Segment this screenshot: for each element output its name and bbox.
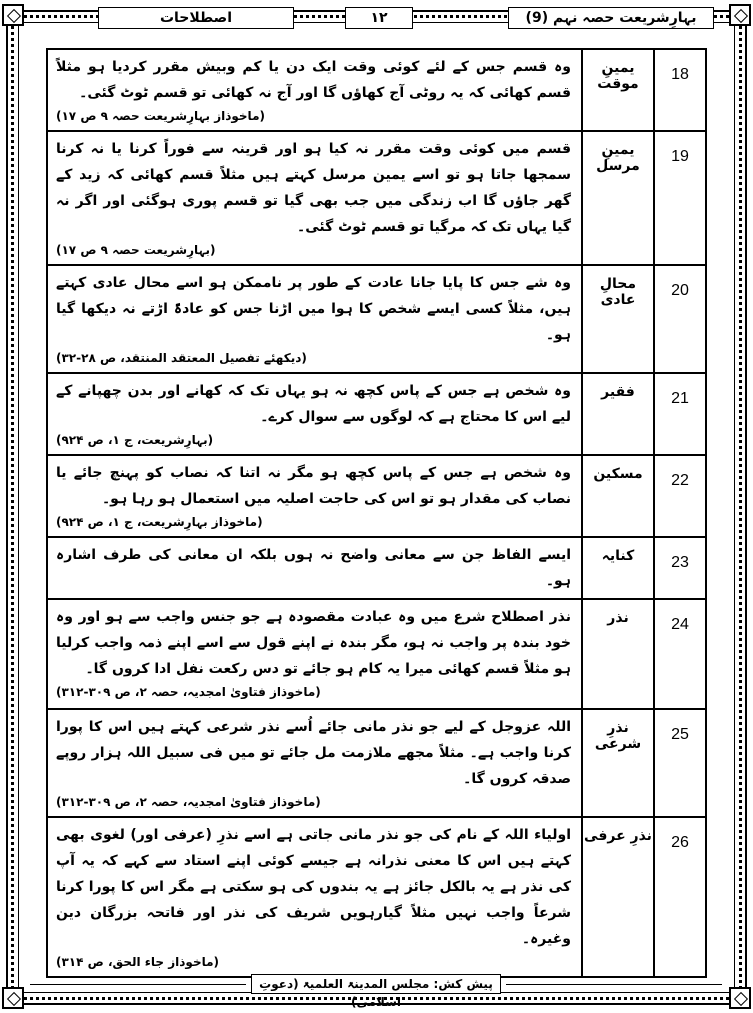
table-row: [47, 537, 706, 599]
source-reference: (ماخوذاز فتاویٰ امجدیہ، حصہ ۲، ص ۳۰۹-۳۱۲): [56, 795, 321, 809]
definition-text: قسم میں کوئی وقت مقرر نہ کیا ہو اور قرینہ سے فوراً کرنا یا نہ کرنا سمجھا جاتا ہو تو اسے یمین مرسل کہتے ہیں مثلاً قسم کھائی کہ زید کے گھر جاؤں گا اب زندگی میں جب بھی گیا تو قسم پوری ہوگئی اور اگر نہ گیا یہاں تک کہ مرگیا تو قسم ٹوٹ گئی۔: [56, 141, 571, 235]
term-cell: یمینِ موقت: [582, 49, 654, 131]
table-row: [47, 49, 706, 131]
source-reference: (بہارِشریعت حصہ ۹ ص ۱۷): [56, 243, 216, 257]
definition-cell: [47, 131, 582, 265]
source-reference: (ماخوذاز بہارِشریعت، ج ۱، ص ۹۲۴): [56, 515, 263, 529]
page-header: [0, 3, 753, 33]
definition-cell: [47, 599, 582, 709]
term-cell: کنایہ: [582, 537, 654, 599]
term-cell: محالِ عادی: [582, 265, 654, 373]
source-reference: (دیکھئے تفصیل المعتقد المنتقد، ص ۲۸-۳۲): [56, 351, 307, 365]
definition-text: نذر اصطلاح شرع میں وہ عبادت مقصودہ ہے جو جنس واجب سے ہو اور وہ خود بندہ پر واجب نہ ہو، مگر بندہ نے اپنے قول سے اسے اپنے ذمہ واجب کرلیا ہو مثلاً قسم کھائی میرا یہ کام ہو جائے تو دس رکعت نفل ادا کروں گا۔: [56, 609, 571, 677]
definition-cell: [47, 537, 582, 599]
table-row: [47, 817, 706, 977]
row-number: 22: [654, 455, 706, 537]
row-number: 25: [654, 709, 706, 817]
definition-text: ایسے الفاظ جن سے معانی واضح نہ ہوں بلکہ ان معانی کی طرف اشارہ ہو۔: [56, 547, 571, 589]
definition-text: وہ شخص ہے جس کے پاس کچھ ہو مگر نہ اتنا کہ نصاب کو پہنچ جائے یا نصاب کی مقدار ہو تو اس کی حاجت اصلیہ میں استعمال ہو رہا ہو۔: [56, 465, 571, 507]
terms-table: [46, 48, 707, 978]
definition-cell: [47, 373, 582, 455]
page-number: ۱۲: [345, 7, 413, 29]
source-reference: (ماخوذاز فتاویٰ امجدیہ، حصہ ۲، ص ۳۰۹-۳۱۲): [56, 685, 321, 699]
section-title: اصطلاحات: [98, 7, 294, 29]
row-number: 26: [654, 817, 706, 977]
term-cell: نذرِ شرعی: [582, 709, 654, 817]
footer-divider: [30, 984, 246, 985]
definition-text: اللہ عزوجل کے لیے جو نذر مانی جائے اُسے نذر شرعی کہتے ہیں اس کا پورا کرنا واجب ہے۔ مثلاً مجھے ملازمت مل جائے تو میں فی سبیل اللہ ہزار روپے صدقہ کروں گا۔: [56, 719, 571, 787]
term-cell: یمینِ مرسل: [582, 131, 654, 265]
table-row: [47, 131, 706, 265]
row-number: 23: [654, 537, 706, 599]
row-number: 24: [654, 599, 706, 709]
term-cell: فقیر: [582, 373, 654, 455]
source-reference: (ماخوذاز جاء الحق، ص ۳۱۴): [56, 955, 220, 969]
definition-cell: [47, 49, 582, 131]
table-row: [47, 265, 706, 373]
definition-text: وہ شے جس کا پایا جانا عادت کے طور پر ناممکن ہو اسے محال عادی کہتے ہیں، مثلاً کسی ایسے شخص کا ہوا میں اڑنا جس کو عادۃً اڑتے نہ دیکھا گیا ہو۔: [56, 275, 571, 343]
publisher-label: پیش کش: مجلس المدینۃ العلمیۃ (دعوتِ اسلامی): [251, 974, 501, 994]
row-number: 20: [654, 265, 706, 373]
definition-cell: [47, 817, 582, 977]
definition-text: اولیاء اللہ کے نام کی جو نذر مانی جاتی ہے اسے نذرِ (عرفی اور) لغوی بھی کہتے ہیں اس کا معنی نذرانہ ہے جیسے کوئی اپنے استاد سے کہے کہ یہ آپ کی نذر ہے یہ بالکل جائز ہے یہ بندوں کی ہو سکتی ہے مگر اس کا پورا کرنا شرعاً واجب نہیں مثلاً گیارہویں شریف کی نذر اور فاتحہ بزرگان دین وغیرہ۔: [56, 827, 571, 947]
page-footer: [0, 974, 753, 1009]
table-row: [47, 709, 706, 817]
table-row: [47, 455, 706, 537]
row-number: 19: [654, 131, 706, 265]
definition-cell: [47, 455, 582, 537]
footer-divider: [506, 984, 722, 985]
row-number: 18: [654, 49, 706, 131]
row-number: 21: [654, 373, 706, 455]
table-row: [47, 599, 706, 709]
definition-text: وہ قسم جس کے لئے کوئی وقت ایک دن یا کم وبیش مقرر کردیا ہو مثلاً قسم کھائی کہ یہ روٹی آج کھاؤں گا اور آج نہ کھائی تو قسم ٹوٹ گئی۔: [56, 59, 571, 101]
source-reference: (بہارِشریعت، ج ۱، ص ۹۲۴): [56, 433, 214, 447]
definition-text: وہ شخص ہے جس کے پاس کچھ نہ ہو یہاں تک کہ کھانے اور بدن چھپانے کے لیے اس کا محتاج ہے کہ لوگوں سے سوال کرے۔: [56, 383, 571, 425]
source-reference: (ماخوذاز بہارِشریعت حصہ ۹ ص ۱۷): [56, 109, 265, 123]
book-title: بہارِشریعت حصہ نہم (9): [508, 7, 714, 29]
term-cell: نذر: [582, 599, 654, 709]
definition-cell: [47, 265, 582, 373]
table-row: [47, 373, 706, 455]
term-cell: مسکین: [582, 455, 654, 537]
definition-cell: [47, 709, 582, 817]
term-cell: نذرِ عرفی: [582, 817, 654, 977]
